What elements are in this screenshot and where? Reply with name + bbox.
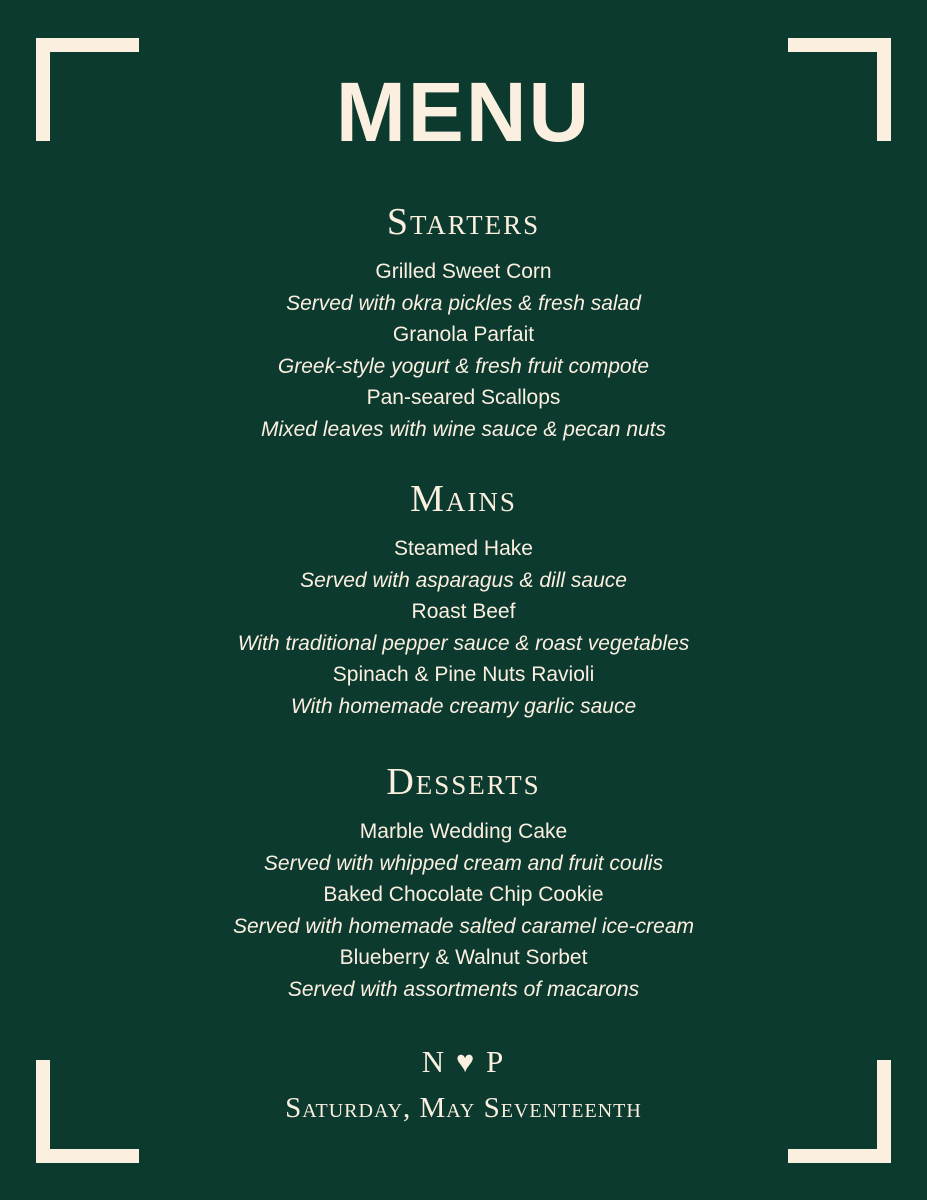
dish-name: Roast Beef <box>411 600 516 623</box>
dish-description: Greek-style yogurt & fresh fruit compote <box>277 354 650 378</box>
section-starters <box>0 200 927 445</box>
dish-name: Grilled Sweet Corn <box>375 260 552 283</box>
menu-footer <box>0 1042 927 1128</box>
dish-name: Granola Parfait <box>392 323 535 346</box>
couple-initials: N ♥ P <box>421 1044 506 1079</box>
dish-description: Served with asparagus & dill sauce <box>300 568 627 592</box>
menu-title: MENU <box>335 65 592 159</box>
dish-name: Pan-seared Scallops <box>366 386 561 409</box>
dish-name: Baked Chocolate Chip Cookie <box>323 883 604 906</box>
dish-name: Blueberry & Walnut Sorbet <box>339 946 588 969</box>
section-title: Mains <box>410 478 517 520</box>
dish-description: Served with okra pickles & fresh salad <box>286 291 641 315</box>
dish-description: With traditional pepper sauce & roast vegetables <box>237 631 690 655</box>
dish-description: Served with homemade salted caramel ice-cream <box>232 914 695 938</box>
dish-name: Marble Wedding Cake <box>359 820 568 843</box>
dish-name: Steamed Hake <box>394 537 533 560</box>
dish-description: Served with whipped cream and fruit coulis <box>263 851 664 875</box>
dish-description: With homemade creamy garlic sauce <box>290 694 637 718</box>
dish-description: Served with assortments of macarons <box>287 977 640 1001</box>
dish-name: Spinach & Pine Nuts Ravioli <box>332 663 595 686</box>
section-title: Desserts <box>386 761 541 803</box>
section-desserts <box>0 760 927 1005</box>
section-mains <box>0 477 927 722</box>
section-title: Starters <box>386 201 541 243</box>
dish-description: Mixed leaves with wine sauce & pecan nuts <box>260 417 667 441</box>
event-date: Saturday, May Seventeenth <box>285 1092 642 1124</box>
